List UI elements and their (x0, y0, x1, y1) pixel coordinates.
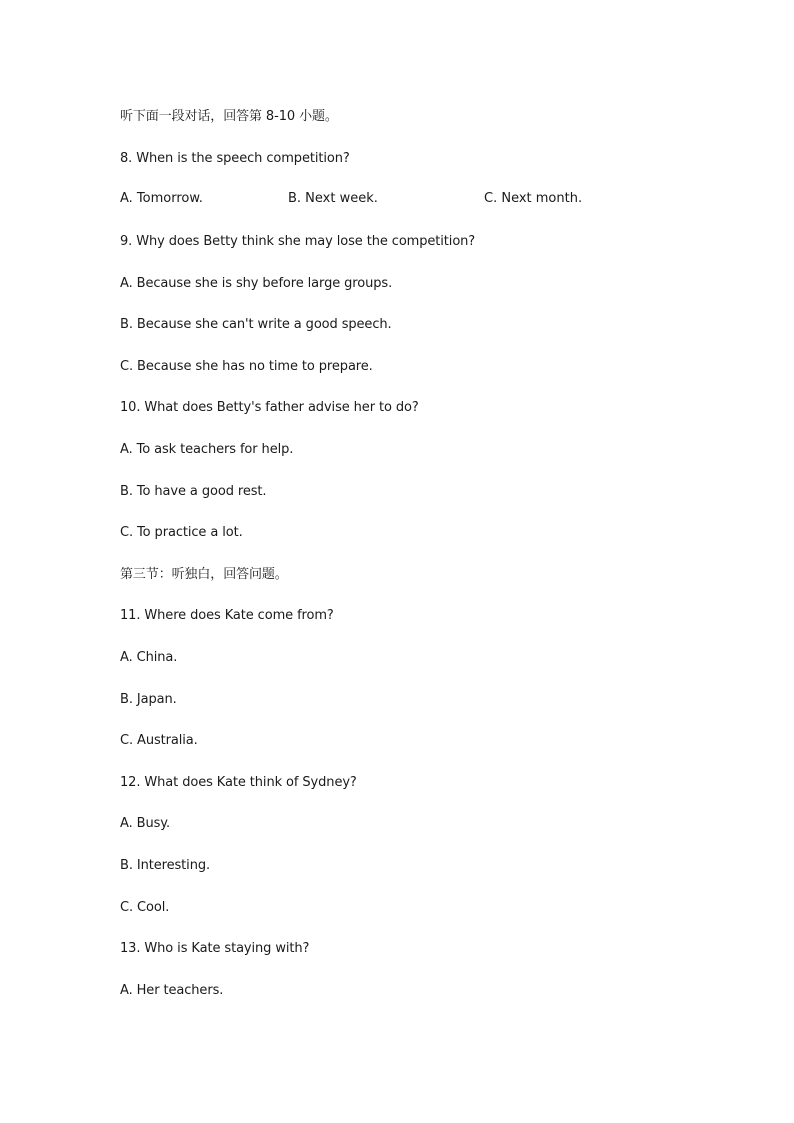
question-10-option-a: A. To ask teachers for help. (120, 442, 294, 457)
question-12-option-c: C. Cool. (120, 900, 170, 915)
question-9-option-c: C. Because she has no time to prepare. (120, 359, 373, 374)
question-12-option-b: B. Interesting. (120, 858, 211, 873)
question-8-option-c: C. Next month. (484, 191, 583, 206)
question-9: 9. Why does Betty think she may lose the competition? (120, 234, 476, 249)
question-10-option-c: C. To practice a lot. (120, 525, 243, 540)
question-9-option-b: B. Because she can't write a good speech. (120, 317, 392, 332)
question-9-option-a: A. Because she is shy before large groups. (120, 276, 393, 291)
question-12: 12. What does Kate think of Sydney? (120, 775, 357, 790)
section-heading-dialogue: 听下面一段对话，回答第 8-10 小题。 (120, 109, 338, 124)
question-10: 10. What does Betty's father advise her to do? (120, 400, 419, 415)
question-12-option-a: A. Busy. (120, 816, 171, 831)
question-13: 13. Who is Kate staying with? (120, 941, 310, 956)
question-11-option-b: B. Japan. (120, 692, 177, 707)
question-10-option-b: B. To have a good rest. (120, 484, 267, 499)
question-8-option-a: A. Tomorrow. (120, 191, 203, 206)
question-11: 11. Where does Kate come from? (120, 608, 334, 623)
question-13-option-a: A. Her teachers. (120, 983, 224, 998)
question-8: 8. When is the speech competition? (120, 151, 350, 166)
question-11-option-a: A. China. (120, 650, 178, 665)
question-8-option-b: B. Next week. (288, 191, 378, 206)
question-8-options (120, 191, 680, 209)
question-11-option-c: C. Australia. (120, 733, 198, 748)
section-heading-monologue: 第三节：听独白，回答问题。 (120, 567, 288, 582)
